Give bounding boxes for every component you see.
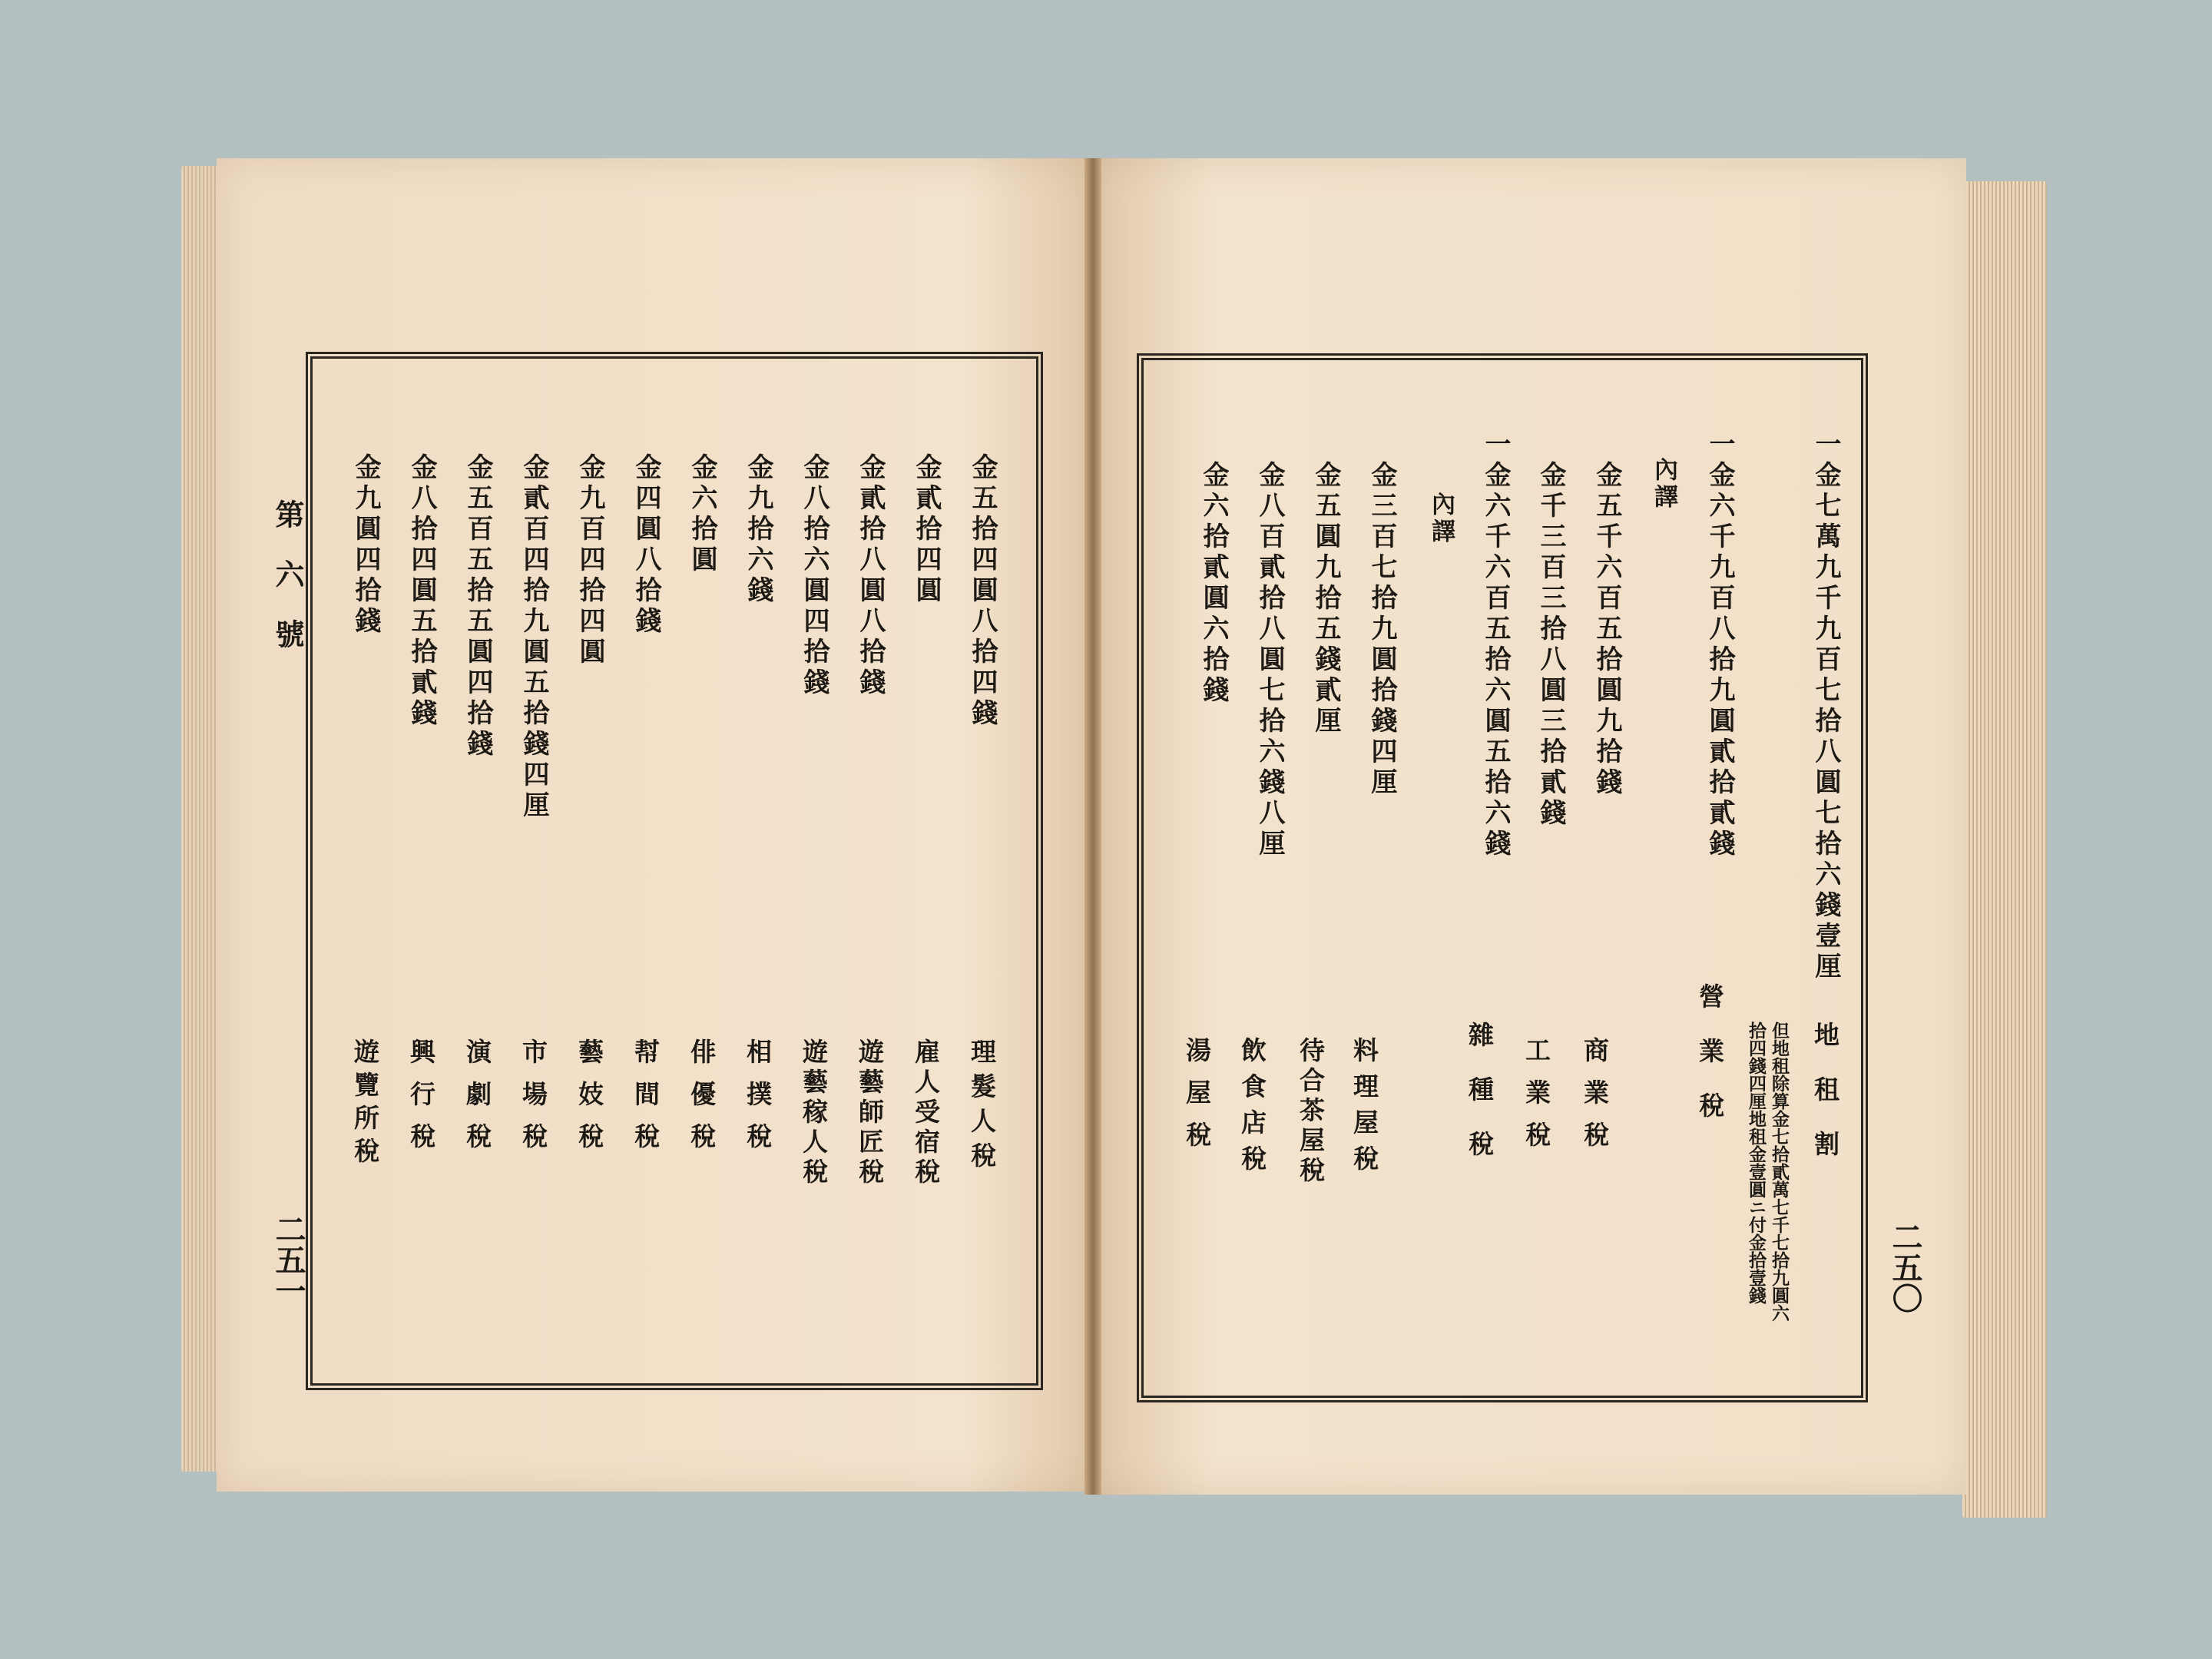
amount-entry: 一金六千六百五拾六圓五拾六錢 [1480,430,1511,860]
amount-entry: 金四圓八拾錢 [631,453,661,637]
tax-label: 理髮人稅 [967,1038,997,1177]
amount-entry: 金五拾四圓八拾四錢 [967,453,998,730]
tax-label: 藝妓稅 [575,1038,604,1165]
book-gutter [1084,158,1101,1495]
amount-entry: 金六拾貳圓六拾錢 [1198,461,1229,707]
right-page-edge [1962,181,2047,1518]
tax-label: 市場稅 [518,1038,548,1165]
amount-entry: 金九圓四拾錢 [350,453,381,637]
tax-label: 遊藝師匠稅 [855,1038,885,1188]
amount-entry: 金六拾圓 [687,453,717,576]
tax-label: 雇人受宿稅 [911,1038,941,1188]
amount-entry: 金千三百三拾八圓三拾貳錢 [1535,461,1566,830]
amount-entry: 金五圓九拾五錢貳厘 [1310,461,1341,737]
tax-label: 演劇稅 [462,1038,492,1165]
tax-label: 商業稅 [1580,1037,1610,1164]
tax-label: 遊藝稼人稅 [799,1038,829,1188]
amount-entry: 金五千六百五拾圓九拾錢 [1591,461,1622,799]
amount-entry: 金九拾六錢 [743,453,773,607]
tax-label: 興行稅 [406,1038,436,1165]
tax-label: 俳優稅 [687,1038,717,1165]
amount-entry: 金八拾四圓五拾貳錢 [406,453,437,730]
amount-entry: 金八拾六圓四拾錢 [799,453,830,699]
page-number-right: 二五〇 [1887,1221,1923,1313]
tax-label: 待合茶屋稅 [1296,1037,1326,1187]
amount-entry: 金五百五拾五圓四拾錢 [462,453,493,760]
tax-label: 工業稅 [1522,1037,1551,1164]
amount-entry: 金三百七拾九圓拾錢四厘 [1366,461,1397,799]
note-line: 拾四錢四厘地租金壹圓ニ付金拾壹錢 [1746,1022,1767,1304]
amount-entry: 金九百四拾四圓 [575,453,605,668]
page-header: 第六號 [270,499,305,679]
amount-entry: 金貳拾四圓 [911,453,942,607]
tax-label: 料理屋稅 [1349,1037,1379,1181]
tax-label: 相撲稅 [743,1038,773,1165]
amount-entry: 一金六千九百八拾九圓貳拾貳錢 [1704,430,1735,860]
breakdown-label: 內譯 [1650,457,1677,511]
amount-entry: 一金七萬九千九百七拾八圓七拾六錢壹厘 [1810,430,1841,983]
note-line: 但地租除算金七拾貳萬七千七拾九圓六 [1769,1022,1790,1322]
tax-label: 營業稅 [1695,983,1725,1147]
breakdown-label: 內譯 [1427,492,1455,545]
amount-entry: 金八百貳拾八圓七拾六錢八厘 [1254,461,1285,860]
tax-label: 地租割 [1810,1022,1840,1185]
tax-label: 湯屋稅 [1182,1037,1212,1164]
tax-label: 雜種稅 [1465,1022,1495,1185]
amount-entry: 金貳百四拾九圓五拾錢四厘 [518,453,549,822]
amount-entry: 金貳拾八圓八拾錢 [855,453,886,699]
tax-label: 飲食店稅 [1237,1037,1267,1181]
tax-label: 幇間稅 [631,1038,661,1165]
page-number-left: 二五一 [270,1214,306,1306]
tax-label: 遊覽所稅 [350,1038,380,1171]
